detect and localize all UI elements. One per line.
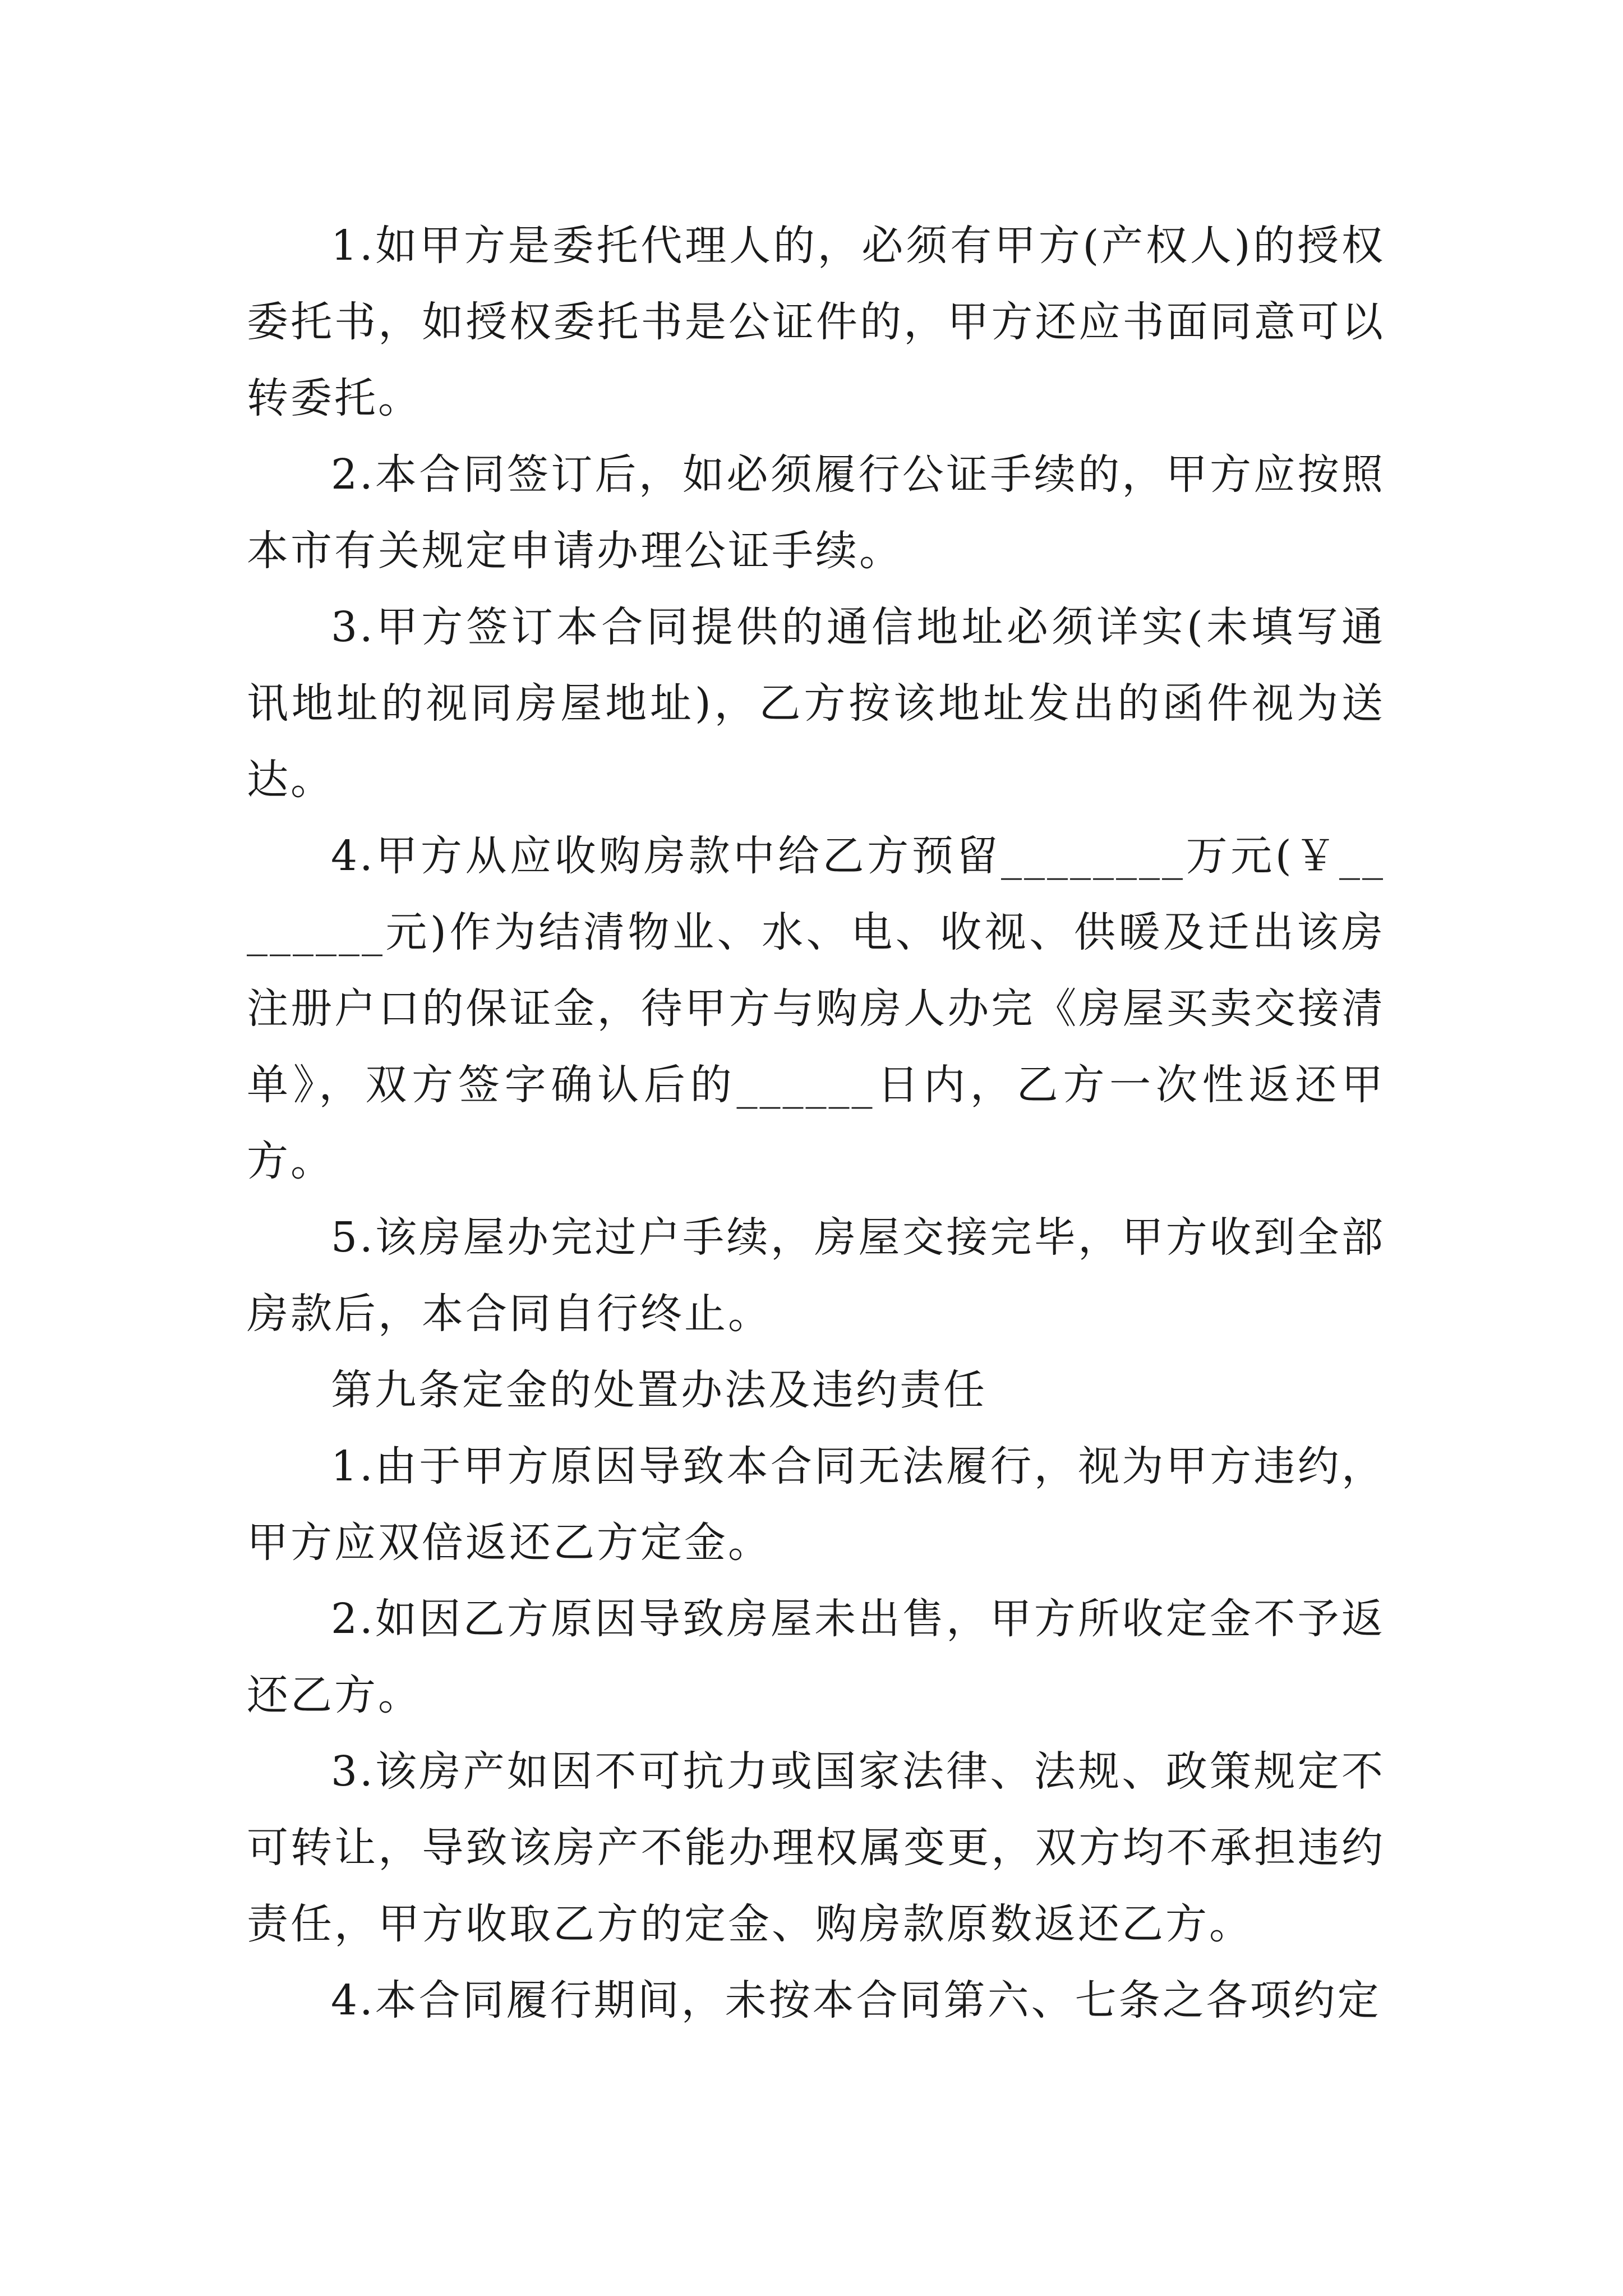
paragraph-article-9-item-4: 4.本合同履行期间，未按本合同第六、七条之各项约定 bbox=[331, 1976, 1381, 2024]
paragraph-article-9-item-3: 3.该房产如因不可抗力或国家法律、法规、政策规定不可转让，导致该房产不能办理权属变更，双方均不承担违约责任，甲方收取乙方的定金、购房款原数返还乙方。 bbox=[247, 1747, 1385, 1948]
document-body bbox=[247, 208, 1385, 2039]
paragraph-clause-3: 3.甲方签订本合同提供的通信地址必须详实(未填写通讯地址的视同房屋地址)，乙方按该地址发出的函件视为送达。 bbox=[247, 603, 1385, 804]
paragraph-clause-5: 5.该房屋办完过户手续，房屋交接完毕，甲方收到全部房款后，本合同自行终止。 bbox=[247, 1213, 1385, 1338]
paragraph-clause-2: 2.本合同签订后，如必须履行公证手续的，甲方应按照本市有关规定申请办理公证手续。 bbox=[247, 450, 1385, 575]
section-heading-article-9: 第九条定金的处置办法及违约责任 bbox=[331, 1366, 987, 1414]
paragraph-article-9-item-1: 1.由于甲方原因导致本合同无法履行，视为甲方违约，甲方应双倍返还乙方定金。 bbox=[247, 1442, 1385, 1567]
paragraph-clause-4: 4.甲方从应收购房款中给乙方预留________万元(￥________元)作为结清物业、水、电、收视、供暖及迁出该房注册户口的保证金，待甲方与购房人办完《房屋买卖交接清单》，双方签字确认后的______日内，乙方一次性返还甲方。 bbox=[247, 832, 1385, 1185]
paragraph-article-9-item-2: 2.如因乙方原因导致房屋未出售，甲方所收定金不予返还乙方。 bbox=[247, 1595, 1385, 1719]
paragraph-clause-1: 1.如甲方是委托代理人的，必须有甲方(产权人)的授权委托书，如授权委托书是公证件的，甲方还应书面同意可以转委托。 bbox=[247, 222, 1385, 422]
